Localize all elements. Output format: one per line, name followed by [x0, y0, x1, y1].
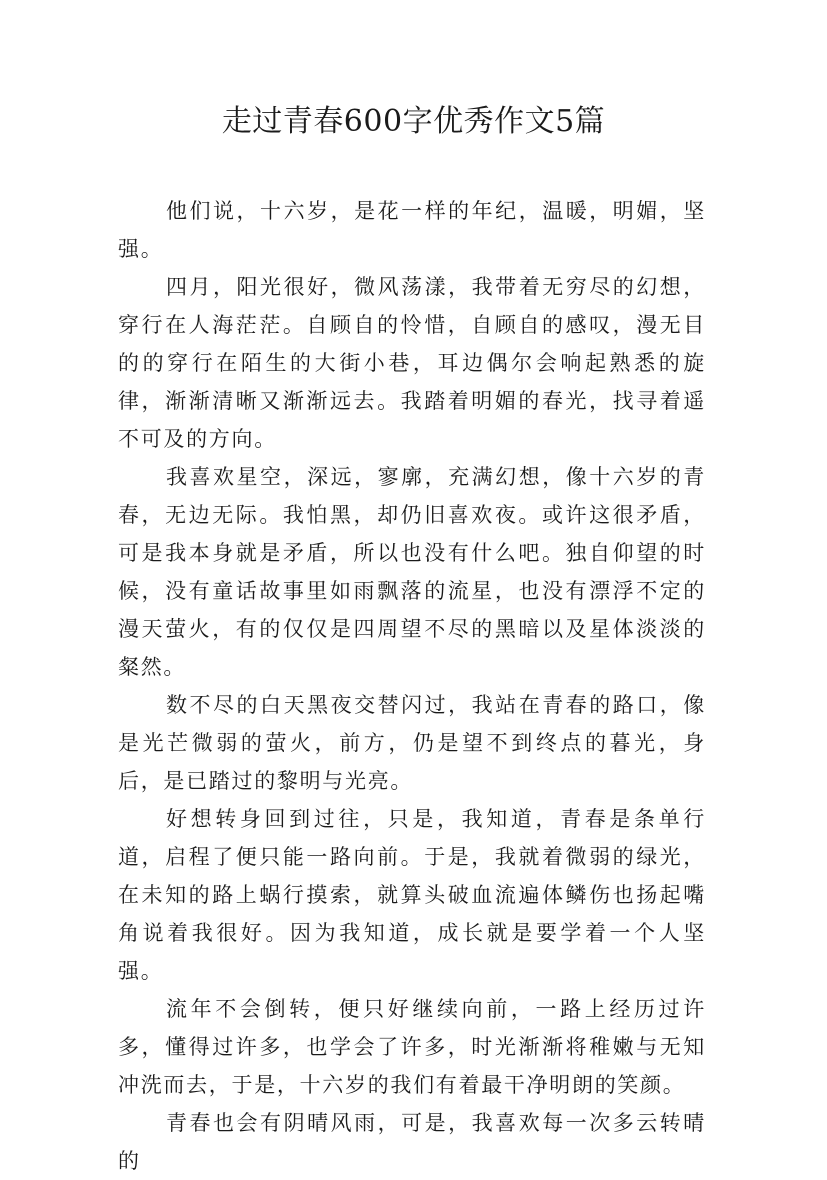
paragraph: 我喜欢星空，深远，寥廓，充满幻想，像十六岁的青春，无边无际。我怕黑，却仍旧喜欢夜。或许这很矛盾，可是我本身就是矛盾，所以也没有什么吧。独自仰望的时候，没有童话故事里如雨飘落的流星，也没有漂浮不定的漫天萤火，有的仅仅是四周望不尽的黑暗以及星体淡淡的粲然。 — [118, 465, 706, 679]
paragraph: 四月，阳光很好，微风荡漾，我带着无穷尽的幻想，穿行在人海茫茫。自顾自的怜惜，自顾自的感叹，漫无目的的穿行在陌生的大街小巷，耳边偶尔会响起熟悉的旋律，渐渐清晰又渐渐远去。我踏着明媚的春光，找寻着遥不可及的方向。 — [118, 275, 706, 451]
document-body — [118, 192, 706, 1180]
document-title: 走过青春600字优秀作文5篇 — [221, 104, 606, 139]
paragraph: 青春也会有阴晴风雨，可是，我喜欢每一次多云转晴的 — [118, 1111, 706, 1173]
paragraph: 数不尽的白天黑夜交替闪过，我站在青春的路口，像是光芒微弱的萤火，前方，仍是望不到终点的暮光，身后，是已踏过的黎明与光亮。 — [118, 693, 706, 793]
paragraph: 他们说，十六岁，是花一样的年纪，温暖，明媚，坚强。 — [118, 199, 706, 261]
paragraph: 流年不会倒转，便只好继续向前，一路上经历过许多，懂得过许多，也学会了许多，时光渐渐将稚嫩与无知冲洗而去，于是，十六岁的我们有着最干净明朗的笑颜。 — [118, 997, 706, 1097]
paragraph: 好想转身回到过往，只是，我知道，青春是条单行道，启程了便只能一路向前。于是，我就着微弱的绿光，在未知的路上蜗行摸索，就算头破血流遍体鳞伤也扬起嘴角说着我很好。因为我知道，成长就是要学着一个人坚强。 — [118, 807, 706, 983]
